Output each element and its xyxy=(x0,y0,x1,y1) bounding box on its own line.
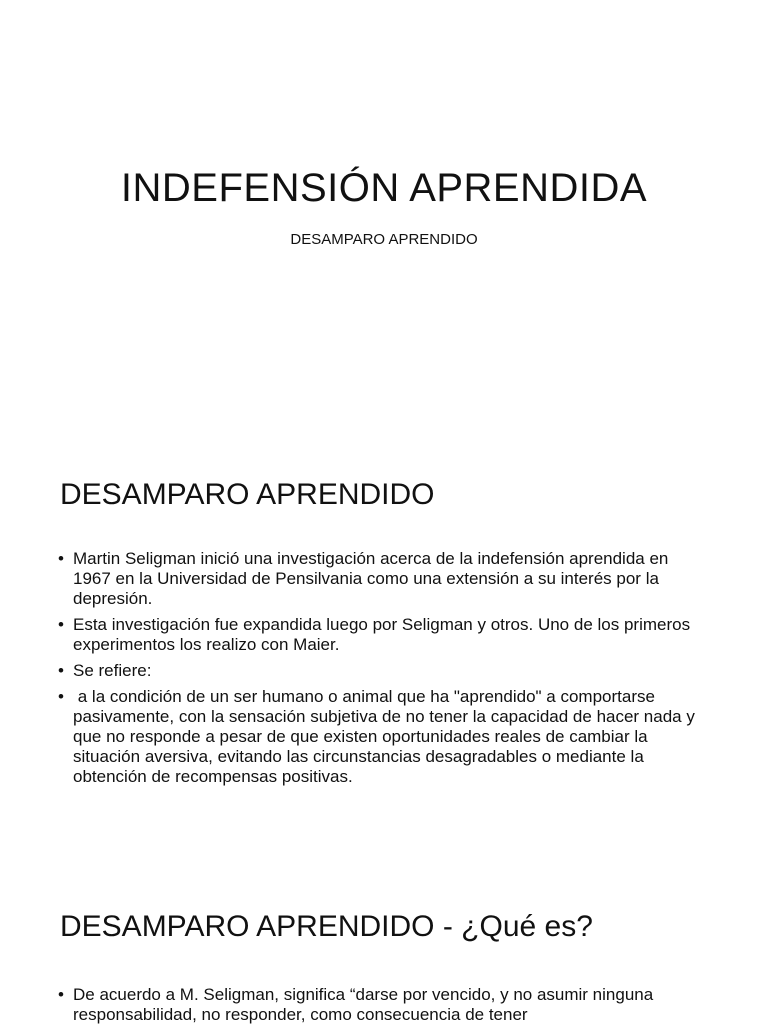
bullet-item xyxy=(58,549,708,609)
bullet-text: De acuerdo a M. Seligman, significa “darse por vencido, y no asumir ninguna responsabilidad, no responder, como consecuencia de tener xyxy=(73,985,654,1024)
bullet-icon: • xyxy=(58,549,64,568)
presentation-title: INDEFENSIÓN APRENDIDA xyxy=(120,166,648,210)
slide-que-es xyxy=(0,864,768,1024)
slide-desamparo-aprendido xyxy=(0,432,768,864)
bullet-item xyxy=(58,687,708,787)
presentation-subtitle: DESAMPARO APRENDIDO xyxy=(290,231,478,248)
bullet-text: Martin Seligman inició una investigación acerca de la indefensión aprendida en 1967 en la Universidad de Pensilvania como una extensión a su interés por la depresión. xyxy=(73,549,669,608)
bullet-list xyxy=(58,985,708,1024)
bullet-icon: • xyxy=(58,661,64,680)
bullet-text: Se refiere: xyxy=(73,661,152,680)
slide-title xyxy=(0,0,768,432)
bullet-icon: • xyxy=(58,615,64,634)
bullet-text: Esta investigación fue expandida luego por Seligman y otros. Uno de los primeros experimentos los realizo con Maier. xyxy=(73,615,691,654)
slide-heading: DESAMPARO APRENDIDO xyxy=(60,478,435,511)
bullet-text: a la condición de un ser humano o animal que ha "aprendido" a comportarse pasivamente, con la sensación subjetiva de no tener la capacidad de hacer nada y que no responde a pesar de que existen oportunidades reales de cambiar la situación aversiva, evitando las circunstancias desagradables o mediante la obtención de recompensas positivas. xyxy=(73,687,700,786)
bullet-item xyxy=(58,661,708,681)
bullet-icon: • xyxy=(58,985,64,1004)
bullet-list xyxy=(58,549,708,793)
bullet-item xyxy=(58,615,708,655)
bullet-item xyxy=(58,985,708,1024)
bullet-icon: • xyxy=(58,687,64,706)
slide-heading: DESAMPARO APRENDIDO - ¿Qué es? xyxy=(60,910,593,943)
